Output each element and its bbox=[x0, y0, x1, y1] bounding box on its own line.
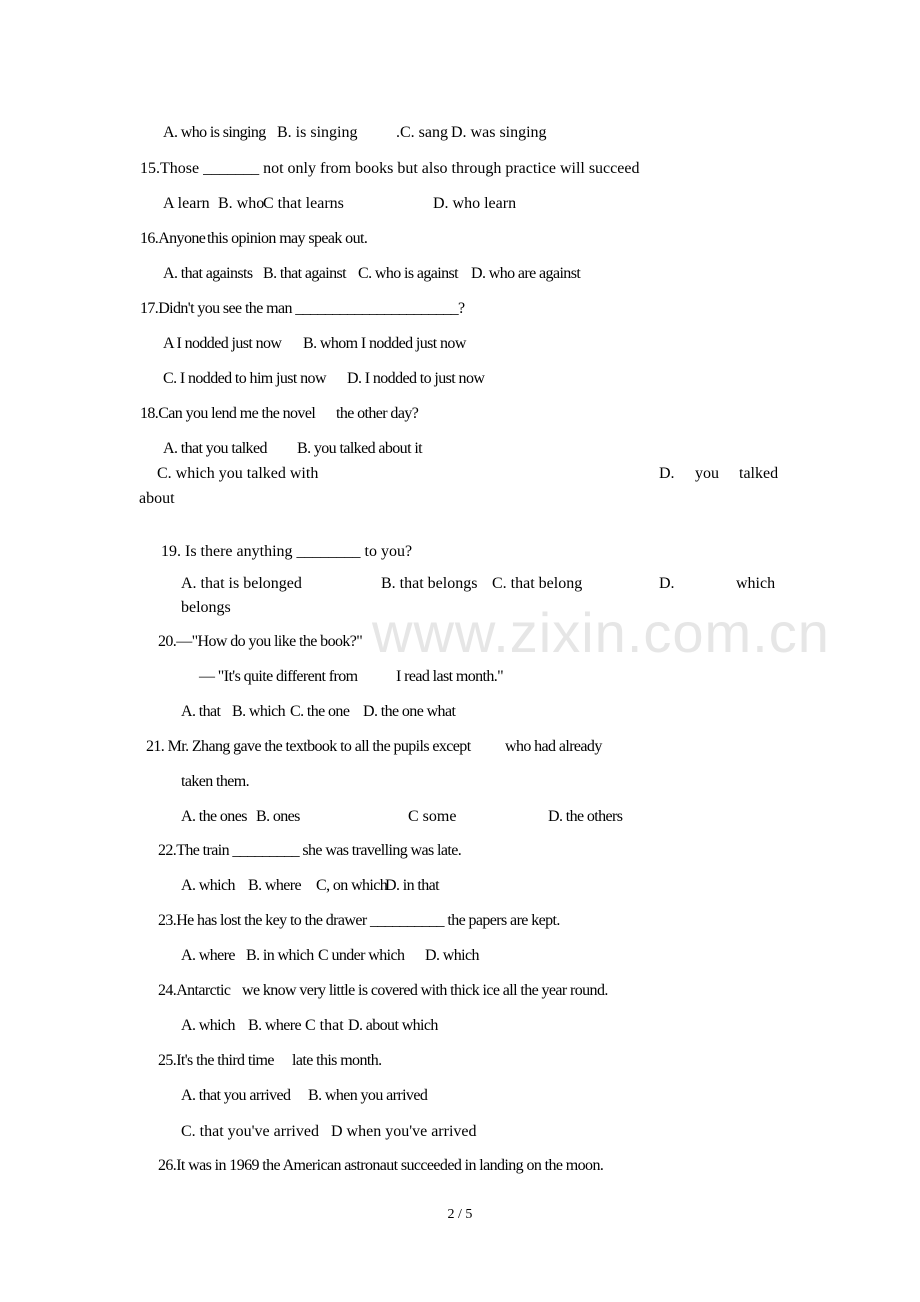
option-a: A I nodded just now bbox=[163, 335, 282, 352]
watermark: www.zixin.com.cn bbox=[372, 601, 830, 664]
option-b: B. when you arrived bbox=[308, 1087, 428, 1104]
option-a: A. where bbox=[181, 947, 235, 964]
option-a: A. that you talked bbox=[163, 440, 267, 457]
page-number: 2 / 5 bbox=[447, 1207, 473, 1222]
option-d: D. was singing bbox=[451, 124, 547, 141]
option-a: A. the ones bbox=[181, 808, 247, 825]
option-d: D. about which bbox=[348, 1017, 438, 1034]
option-d-word: belongs bbox=[181, 599, 231, 616]
option-c: C under which bbox=[318, 947, 405, 964]
option-c: C, on which bbox=[316, 877, 388, 894]
question-24-rest: we know very little is covered with thick ice all the year round. bbox=[242, 982, 608, 999]
question-23: 23.He has lost the key to the drawer __________ the papers are kept. bbox=[158, 912, 560, 929]
option-b: B. in which bbox=[246, 947, 314, 964]
option-c: C that bbox=[305, 1017, 344, 1034]
option-b: B. is singing bbox=[277, 124, 358, 141]
question-17: 17.Didn't you see the man ______________________? bbox=[140, 300, 465, 317]
option-c: .C. sang bbox=[396, 124, 448, 141]
option-b: B. where bbox=[248, 877, 301, 894]
option-d: D. which bbox=[425, 947, 479, 964]
option-c: C. that you've arrived bbox=[181, 1123, 319, 1140]
option-d: D. who are against bbox=[471, 265, 581, 282]
question-25-rest: late this month. bbox=[292, 1052, 382, 1069]
option-d-word: you bbox=[695, 465, 719, 482]
question-20: 20.—"How do you like the book?" bbox=[158, 633, 363, 650]
option-d-word: about bbox=[139, 490, 175, 507]
question-16-rest: this opinion may speak out. bbox=[207, 230, 368, 247]
option-b: B. that against bbox=[263, 265, 346, 282]
option-b: B. you talked about it bbox=[297, 440, 423, 457]
option-a: A. that you arrived bbox=[181, 1087, 291, 1104]
option-a: A. that is belonged bbox=[181, 575, 302, 592]
option-d-word: talked bbox=[739, 465, 779, 482]
question-24: 24.Antarctic bbox=[158, 982, 231, 999]
option-d-label: D. bbox=[659, 575, 675, 592]
question-15: 15.Those _______ not only from books but also through practice will succeed bbox=[140, 160, 640, 177]
question-18-rest: the other day? bbox=[336, 405, 419, 422]
question-19: 19. Is there anything ________ to you? bbox=[161, 543, 413, 560]
option-c: C some bbox=[408, 808, 457, 825]
option-d-label: D. bbox=[659, 465, 675, 482]
option-b: B. ones bbox=[256, 808, 300, 825]
question-20-reply: — "It's quite different from bbox=[199, 668, 358, 685]
option-c: C. the one bbox=[290, 703, 350, 720]
question-21: 21. Mr. Zhang gave the textbook to all the pupils except bbox=[146, 738, 471, 755]
question-18: 18.Can you lend me the novel bbox=[140, 405, 316, 422]
option-b: B. that belongs bbox=[381, 575, 478, 592]
option-d: D when you've arrived bbox=[331, 1123, 477, 1140]
option-c: C that learns bbox=[263, 195, 344, 212]
option-d: D. who learn bbox=[433, 195, 517, 212]
option-d: D. the one what bbox=[363, 703, 456, 720]
option-c: C. who is against bbox=[358, 265, 459, 282]
question-20-reply-rest: I read last month." bbox=[396, 668, 504, 685]
option-a: A. that againsts bbox=[163, 265, 253, 282]
option-b: B. which bbox=[232, 703, 285, 720]
option-d: D. I nodded to just now bbox=[347, 370, 485, 387]
question-21-continued: taken them. bbox=[181, 773, 250, 790]
question-25: 25.It's the third time bbox=[158, 1052, 274, 1069]
option-a: A. which bbox=[181, 877, 235, 894]
option-a: A. which bbox=[181, 1017, 235, 1034]
option-c: C. I nodded to him just now bbox=[163, 370, 326, 387]
question-16: 16.Anyone bbox=[140, 230, 206, 247]
option-a: A. that bbox=[181, 703, 221, 720]
option-d-word: which bbox=[736, 575, 776, 592]
option-a: A. who is singing bbox=[163, 124, 266, 141]
option-b: B. who bbox=[218, 195, 265, 212]
question-22: 22.The train _________ she was travelling was late. bbox=[158, 842, 462, 859]
option-d: D. in that bbox=[385, 877, 439, 894]
option-c: C. which you talked with bbox=[157, 465, 319, 482]
question-21-rest: who had already bbox=[505, 738, 602, 755]
question-26: 26.It was in 1969 the American astronaut succeeded in landing on the moon. bbox=[158, 1157, 604, 1174]
option-b: B. whom I nodded just now bbox=[303, 335, 466, 352]
option-a: A learn bbox=[163, 195, 210, 212]
option-b: B. where bbox=[248, 1017, 301, 1034]
option-c: C. that belong bbox=[492, 575, 583, 592]
option-d: D. the others bbox=[548, 808, 623, 825]
